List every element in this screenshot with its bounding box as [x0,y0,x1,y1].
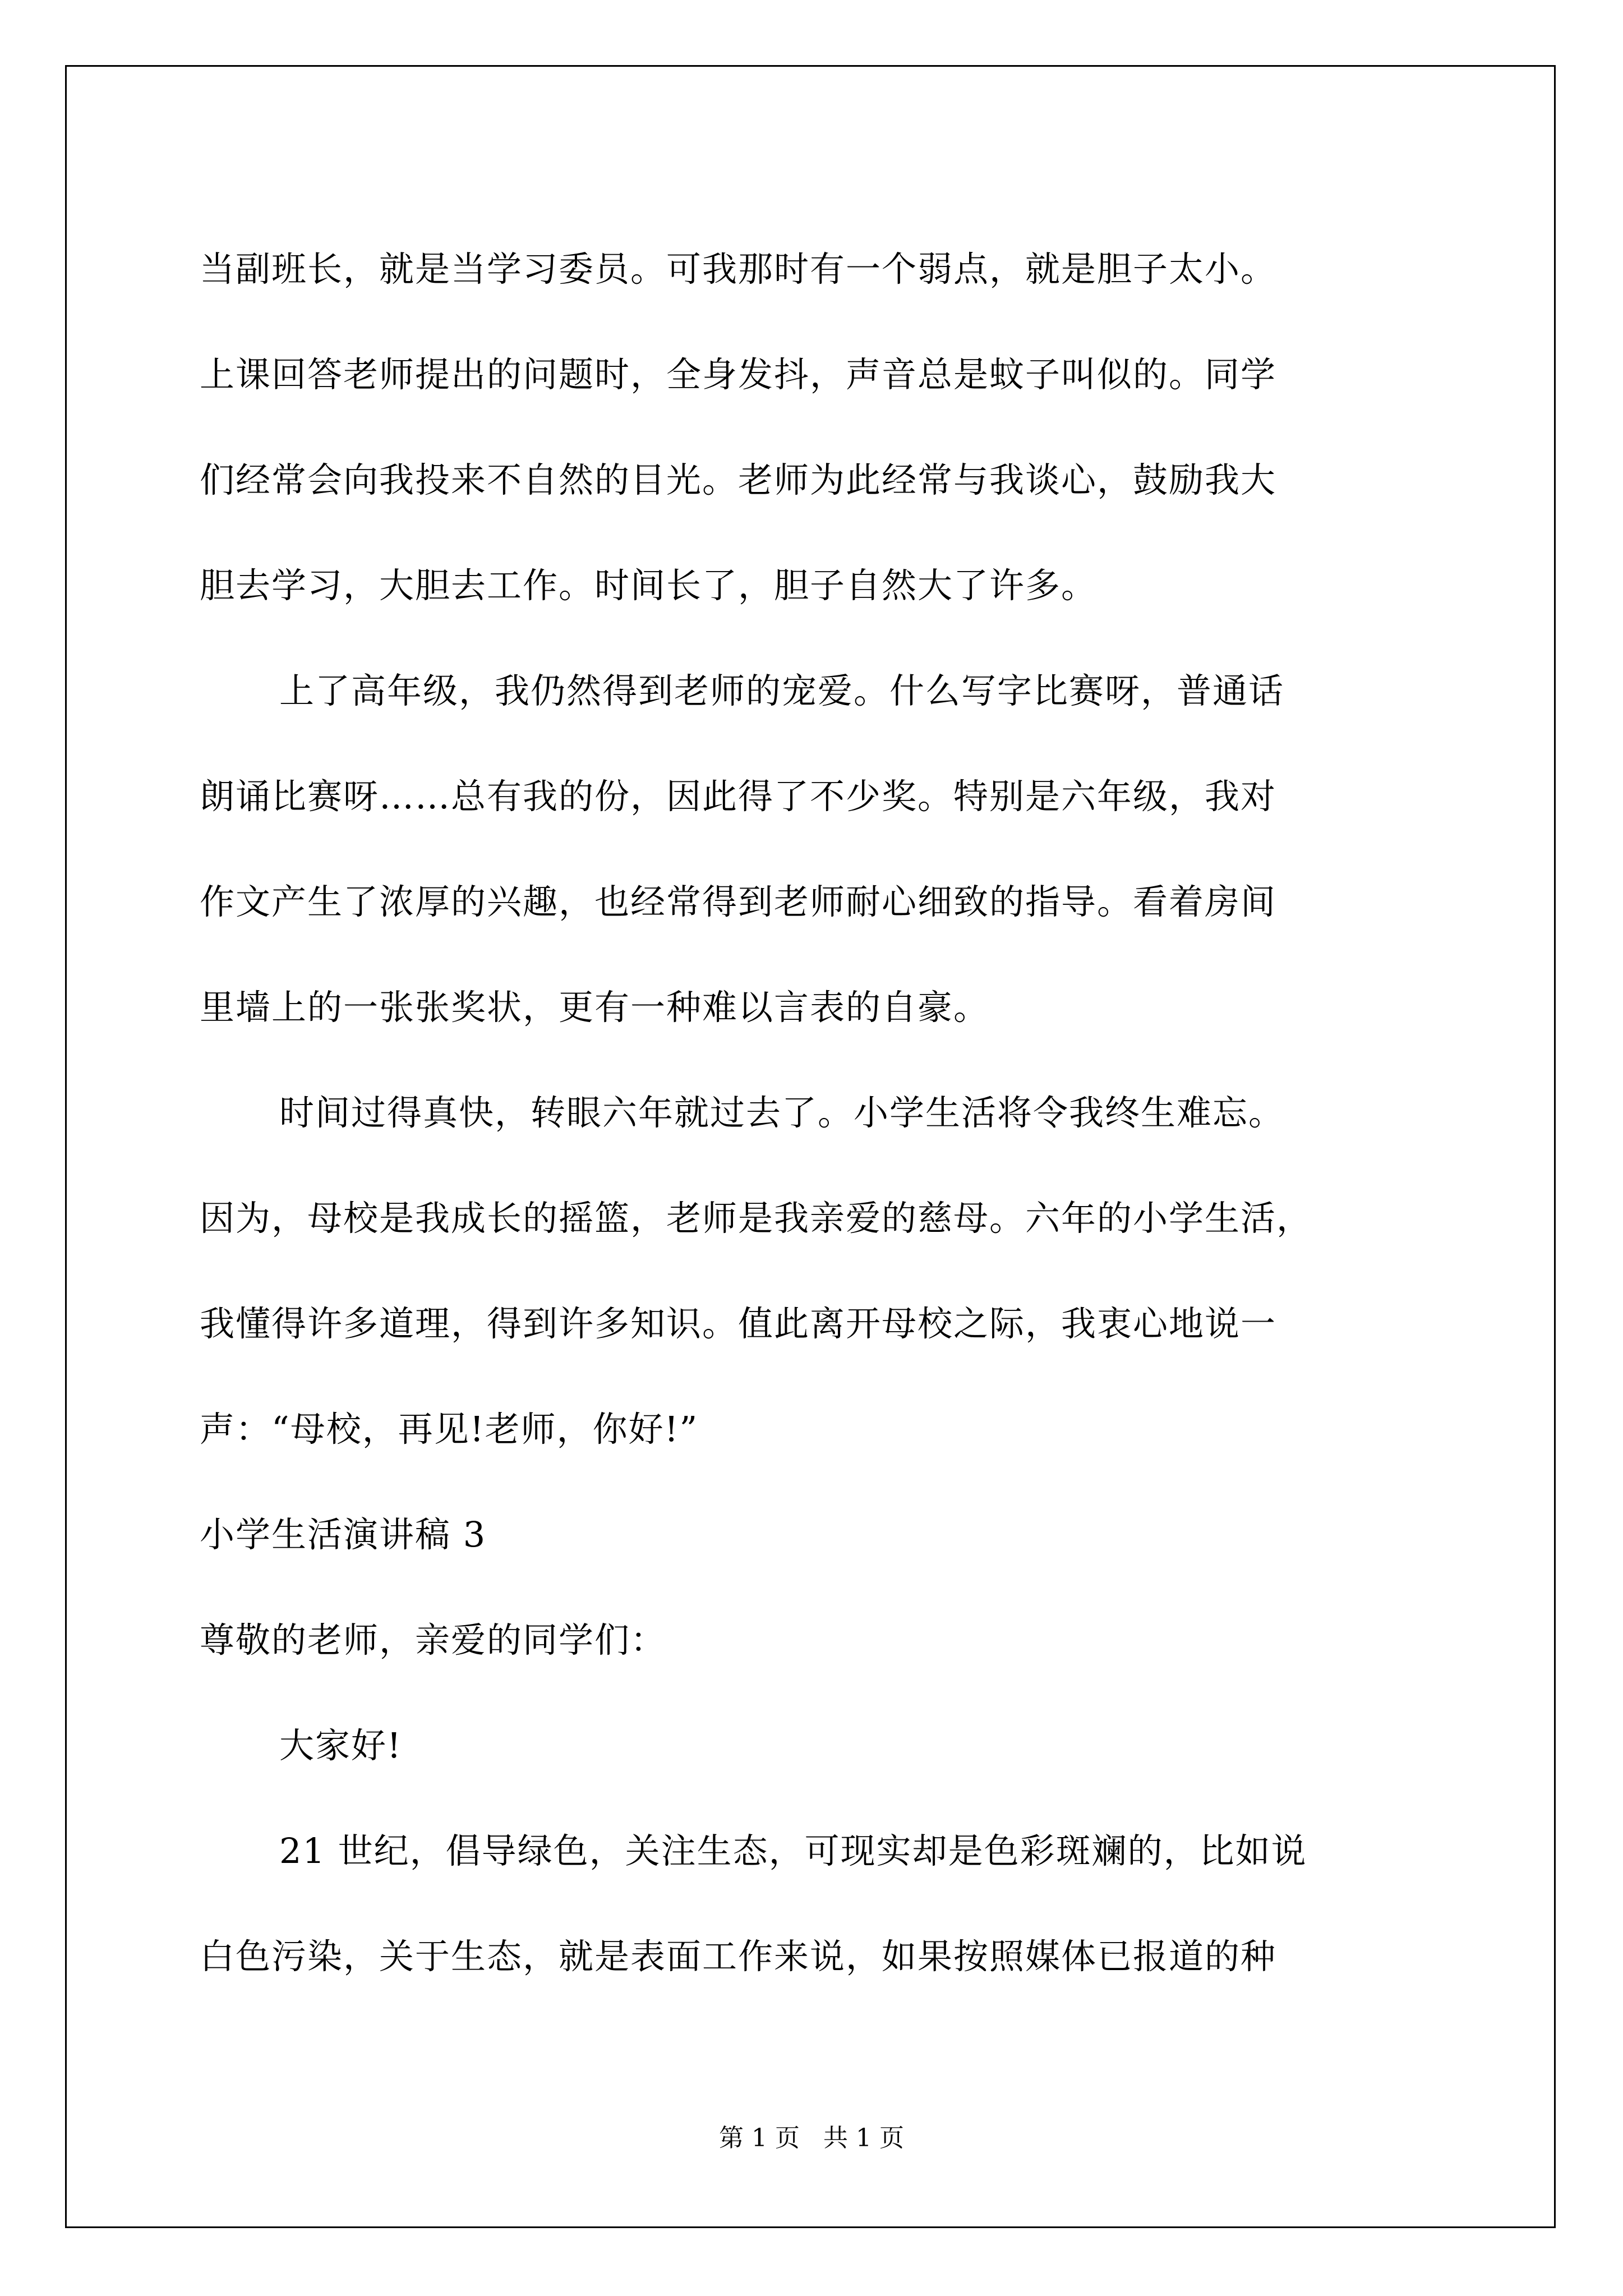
text-line: 里墙上的一张张奖状，更有一种难以言表的自豪。 [200,987,990,1028]
text-line: 当副班长，就是当学习委员。可我那时有一个弱点，就是胆子太小。 [200,249,1277,289]
text-line: 作文产生了浓厚的兴趣，也经常得到老师耐心细致的指导。看着房间 [200,881,1277,922]
document-body [200,217,1473,2009]
text-line: 我懂得许多道理，得到许多知识。值此离开母校之际，我衷心地说一 [200,1303,1277,1344]
text-line: 上课回答老师提出的问题时，全身发抖，声音总是蚊子叫似的。同学 [200,354,1277,395]
text-line: 因为，母校是我成长的摇篮，老师是我亲爱的慈母。六年的小学生活， [200,1198,1313,1239]
text-line: 朗诵比赛呀……总有我的份，因此得了不少奖。特别是六年级，我对 [200,776,1277,817]
page-footer: 第 1 页 共 1 页 [719,2124,904,2152]
salutation-line: 尊敬的老师，亲爱的同学们： [200,1619,667,1660]
text-line: 声：“母校，再见!老师，你好!” [200,1409,699,1450]
text-line: 白色污染，关于生态，就是表面工作来说，如果按照媒体已报道的种 [200,1936,1277,1977]
paragraph-start-line: 时间过得真快，转眼六年就过去了。小学生活将令我终生难忘。 [279,1092,1285,1133]
text-line: 们经常会向我投来不自然的目光。老师为此经常与我谈心，鼓励我大 [200,459,1277,500]
paragraph-start-line: 21 世纪，倡导绿色，关注生态，可现实却是色彩斑斓的，比如说 [279,1830,1307,1871]
paragraph-start-line: 上了高年级，我仍然得到老师的宠爱。什么写字比赛呀，普通话 [279,670,1285,711]
section-heading: 小学生活演讲稿 3 [200,1514,487,1555]
greeting-line: 大家好! [279,1725,402,1766]
text-line: 胆去学习，大胆去工作。时间长了，胆子自然大了许多。 [200,565,1098,606]
